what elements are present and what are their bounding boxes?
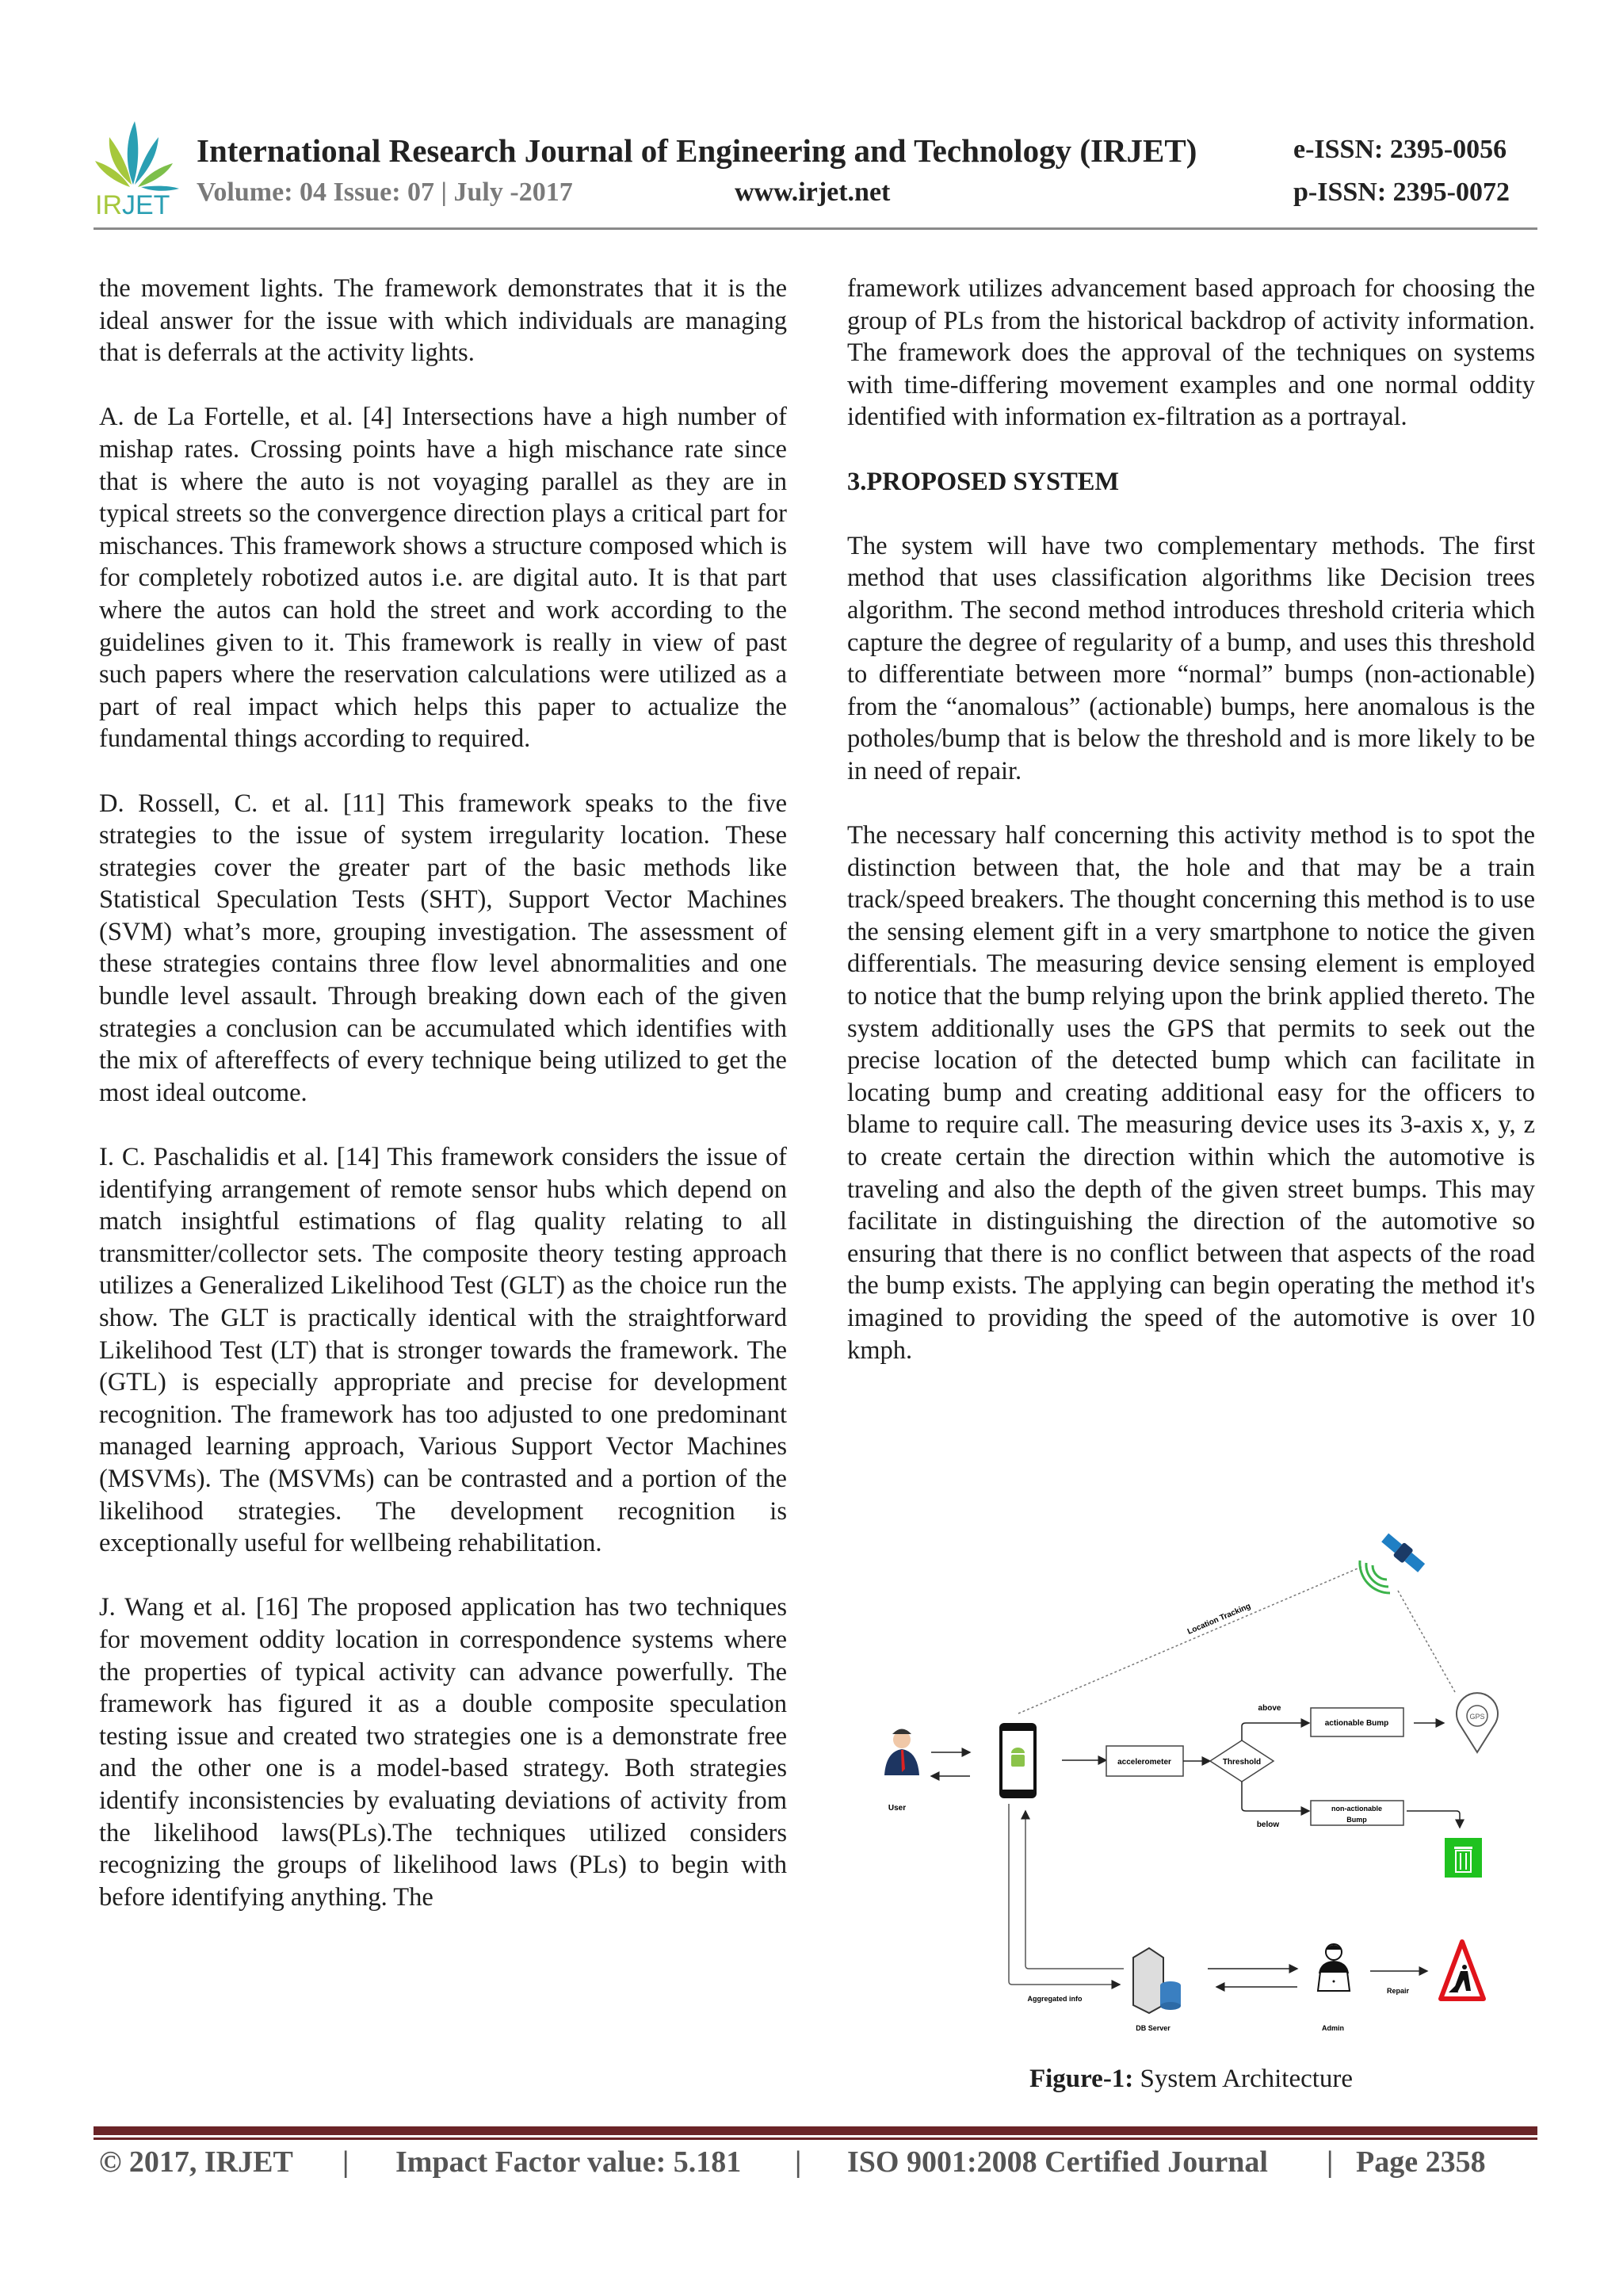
gps-label: GPS [1469, 1713, 1485, 1721]
paragraph: framework utilizes advancement based approach for choosing the group of PLs from the historical backdrop of activity information. The framework does the approval of the techniques on systems with time-differing movement examples and one normal oddity identified with information ex-filtration as a portrayal. [847, 274, 1535, 432]
footer-page-number: Page 2358 [1356, 2145, 1486, 2179]
figure-caption-text: System Architecture [1133, 2065, 1354, 2093]
website-link[interactable]: www.irjet.net [735, 178, 891, 207]
header-divider [94, 227, 1537, 230]
paragraph: D. Rossell, C. et al. [11] This framework speaks to the five strategies to the issue of system irregularity location. These strategies cover the greater part of the basic methods like Statistical Speculation Tests (SHT), Support Vector Machines (SVM) what’s more, grouping investigation. The assessment of these strategies contains three flow level abnormalities and one bundle level assault. Through breaking down each of the given strategies a conclusion can be accumulated which identifies with the mix of aftereffects of every technique being utilized to get the most ideal outcome. [99, 789, 787, 1107]
user-icon [884, 1729, 919, 1776]
irjet-logo [94, 117, 181, 216]
user-label: User [888, 1804, 907, 1813]
above-label: above [1258, 1704, 1281, 1713]
footer-separator: | [1327, 2145, 1334, 2179]
paragraph: I. C. Paschalidis et al. [14] This framework considers the issue of identifying arrangement of remote sensor hubs which depend on match insightful estimations of flag quality relating to all transmitter/collector sets. The composite theory testing approach utilizes a Generalized Likelihood Test (GLT) as the choice run the show. The GLT is practically identical with the straightforward Likelihood Test (LT) that is stronger towards the framework. The (GTL) is especially appropriate and precise for development recognition. The framework has too adjusted to one predominant managed learning approach, Various Support Vector Machines (MSVMs). The (MSVMs) can be contrasted and a portion of the likelihood strategies. The development recognition is exceptionally useful for wellbeing rehabilitation. [99, 1143, 787, 1558]
paragraph: The necessary half concerning this activity method is to spot the distinction between that, the hole and that may be a train track/speed breakers. The thought concerning this method is to use the sensing element gift in a very smartphone to notice the given differentials. The measuring device sensing element is employed to notice that the bump relying upon the brink applied thereto. The system additionally uses the GPS that permits to seek out the precise location of the detected bump which can facilitate in locating bump and creating additional easy for the officers to blame to require call. The measuring device uses its 3-axis x, y, z to create certain the direction within which the automotive is traveling and also the depth of the given street bumps. This may facilitate in distinguishing the direction of the automotive so ensuring that there is no conflict between that aspects of the road the bump exists. The applying can begin operating the method it's imagined to providing the speed of the automotive is over 10 kmph. [847, 821, 1535, 1365]
footer-separator: | [795, 2145, 802, 2179]
aggregated-info-label: Aggregated info [1027, 1995, 1083, 2003]
footer-impact-factor: Impact Factor value: 5.181 [395, 2145, 742, 2179]
e-issn: e-ISSN: 2395-0056 [1293, 135, 1507, 164]
section-heading: 3.PROPOSED SYSTEM [847, 467, 1120, 496]
p-issn: p-ISSN: 2395-0072 [1293, 178, 1510, 207]
footer-separator: | [342, 2145, 349, 2179]
left-column [99, 273, 787, 1946]
figure-caption-label: Figure-1: [1029, 2065, 1134, 2093]
system-architecture-figure [856, 1522, 1537, 2061]
volume-issue: Volume: 04 Issue: 07 | July -2017 [197, 178, 573, 207]
below-label: below [1256, 1820, 1280, 1829]
road-work-warning-icon [1441, 1942, 1484, 1999]
footer-iso: ISO 9001:2008 Certified Journal [847, 2145, 1268, 2179]
non-actionable-label-line2: Bump [1346, 1816, 1367, 1824]
accelerometer-label: accelerometer [1117, 1758, 1171, 1767]
threshold-label: Threshold [1222, 1758, 1262, 1767]
trash-icon [1445, 1838, 1482, 1878]
android-phone-icon [999, 1723, 1037, 1798]
actionable-bump-label: actionable Bump [1324, 1719, 1389, 1728]
footer-copyright: © 2017, IRJET [99, 2145, 293, 2179]
repair-label: Repair [1386, 1987, 1410, 1995]
paragraph: J. Wang et al. [16] The proposed application has two techniques for movement oddity location in correspondence systems where the properties of typical activity can advance powerfully. The framework has figured it as a double composite speculation testing issue and created two strategies one is a demonstrate free and the other one is a model-based strategy. Both strategies identify inconsistencies by evaluating deviations of activity from the likelihood laws(PLs).The techniques utilized considers recognizing the groups of likelihood laws (PLs) to begin with before identifying anything. The [99, 1593, 787, 1912]
paragraph: the movement lights. The framework demonstrates that it is the ideal answer for the issue with which individuals are managing that is deferrals at the activity lights. [99, 274, 787, 368]
admin-label: Admin [1322, 2024, 1344, 2032]
logo-text: IRJET [95, 190, 170, 216]
satellite-gps-line [1398, 1591, 1455, 1692]
non-actionable-label-line1: non-actionable [1331, 1805, 1383, 1813]
journal-title: International Research Journal of Engineering and Technology (IRJET) [197, 132, 1197, 169]
footer-bar-thin [94, 2137, 1537, 2140]
db-server-label: DB Server [1136, 2024, 1170, 2032]
location-tracking-line [1018, 1567, 1361, 1713]
db-server-icon [1133, 1948, 1181, 2013]
gps-pin-icon [1457, 1693, 1498, 1752]
paragraph: A. de La Fortelle, et al. [4] Intersections have a high number of mishap rates. Crossing points have a high mischance rate since that is where the auto is not voyaging parallel as they are in typical streets so the convergence direction plays a critical part for mischances. This framework shows a structure composed which is for completely robotized autos i.e. are digital auto. It is that part where the autos can hold the street and work according to the guidelines given to it. This framework is really in view of past such papers where the reservation calculations were utilized as a part of real impact which helps this paper to actualize the fundamental things according to required. [99, 403, 787, 754]
satellite-icon [1380, 1531, 1427, 1575]
admin-icon [1318, 1944, 1350, 1991]
paragraph: The system will have two complementary methods. The first method that uses classification algorithms like Decision trees algorithm. The second method introduces threshold criteria which capture the degree of regularity of a bump, and uses this threshold to differentiate between more “normal” bumps (non-actionable) from the “anomalous” (actionable) bumps, here anomalous is the potholes/bump that is below the threshold and is more likely to be in need of repair. [847, 531, 1535, 785]
figure-caption [847, 2065, 1535, 2094]
right-column [847, 273, 1535, 1399]
footer-bar [94, 2126, 1537, 2135]
location-tracking-label: Location Tracking [1186, 1602, 1252, 1637]
